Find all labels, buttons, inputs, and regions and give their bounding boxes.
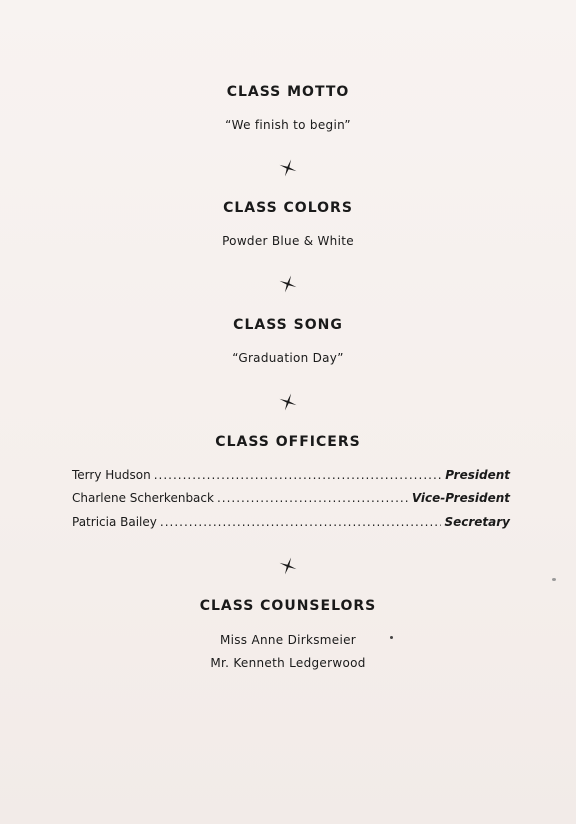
four-point-star-icon [278,556,298,576]
leader-dots [154,468,443,482]
officer-name: Charlene Scherkenback [72,491,214,505]
class-motto-text: “We finish to begin” [225,118,351,132]
counselor-name: Mr. Kenneth Ledgerwood [210,656,366,670]
officer-role: Secretary [444,515,510,529]
class-counselors-heading: CLASS COUNSELORS [199,598,377,614]
officer-row [72,491,510,509]
class-motto-heading: CLASS MOTTO [226,84,350,100]
ink-speck [552,578,556,581]
class-song-heading: CLASS SONG [233,317,343,333]
class-officers-heading: CLASS OFFICERS [215,434,361,450]
officer-role: Vice-President [411,491,510,505]
leader-dots [217,491,409,505]
ink-speck [390,636,393,639]
officer-row [72,515,510,533]
four-point-star-icon [278,392,298,412]
class-colors-heading: CLASS COLORS [223,200,353,216]
officer-role: President [445,468,510,482]
officer-name: Terry Hudson [72,468,151,482]
leader-dots [160,515,442,529]
four-point-star-icon [278,274,298,294]
officer-row [72,468,510,486]
officer-name: Patricia Bailey [72,515,157,529]
class-colors-text: Powder Blue & White [222,234,354,248]
four-point-star-icon [278,158,298,178]
class-song-text: “Graduation Day” [232,351,344,365]
counselor-name: Miss Anne Dirksmeier [219,633,357,647]
